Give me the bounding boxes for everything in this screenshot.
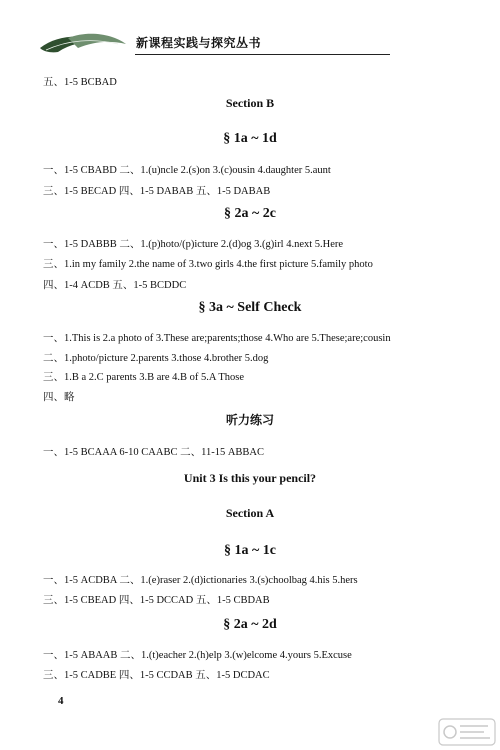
answer-line: 三、1-5 CBEAD 四、1-5 DCCAD 五、1-5 CBDAB [43, 595, 270, 606]
unit-heading: Unit 3 Is this your pencil? [183, 471, 317, 485]
answer-line: 三、1-5 BECAD 四、1-5 DABAB 五、1-5 DABAB [43, 186, 271, 197]
answer-line: 一、1-5 ACDBA 二、1.(e)raser 2.(d)ictionaries 3.(s)choolbag 4.his 5.hers [43, 575, 358, 586]
leaf-banner-icon [38, 32, 128, 54]
page-number: 4 [58, 695, 64, 707]
answer-line: 一、1-5 DABBB 二、1.(p)hoto/(p)icture 2.(d)og 3.(g)irl 4.next 5.Here [43, 239, 344, 250]
subsection-heading: § 3a ~ Self Check [198, 300, 302, 315]
subsection-heading: § 2a ~ 2c [224, 206, 276, 221]
subsection-heading: § 1a ~ 1c [224, 543, 276, 558]
answer-line: 一、1-5 CBABD 二、1.(u)ncle 2.(s)on 3.(c)ousin 4.daughter 5.aunt [43, 165, 331, 176]
listening-heading: 听力练习 [225, 413, 274, 427]
answer-line: 四、1-4 ACDB 五、1-5 BCDDC [43, 280, 187, 291]
watermark-logo-icon [438, 718, 496, 746]
answer-line: 三、1-5 CADBE 四、1-5 CCDAB 五、1-5 DCDAC [43, 670, 270, 681]
answer-line: 一、1.This is 2.a photo of 3.These are;parents;those 4.Who are 5.These;are;cousin [43, 333, 391, 344]
header-rule [135, 54, 390, 55]
section-b-heading: Section B [225, 96, 275, 110]
answer-line: 一、1-5 ABAAB 二、1.(t)eacher 2.(h)elp 3.(w)elcome 4.yours 5.Excuse [43, 650, 352, 661]
subsection-heading: § 1a ~ 1d [223, 131, 277, 146]
page-header [30, 30, 500, 60]
answer-line: 一、1-5 BCAAA 6-10 CAABC 二、11-15 ABBAC [43, 447, 265, 458]
subsection-heading: § 2a ~ 2d [223, 617, 277, 632]
answer-line: 二、1.photo/picture 2.parents 3.those 4.brother 5.dog [43, 353, 269, 364]
answer-line: 四、略 [43, 392, 75, 403]
answer-line: 三、1.in my family 2.the name of 3.two girls 4.the first picture 5.family photo [43, 259, 373, 270]
section-a-heading: Section A [225, 506, 275, 520]
answer-line: 五、1-5 BCBAD [43, 77, 117, 88]
header-title: 新课程实践与探究丛书 [136, 36, 262, 50]
answer-line: 三、1.B a 2.C parents 3.B are 4.B of 5.A Those [43, 372, 245, 383]
